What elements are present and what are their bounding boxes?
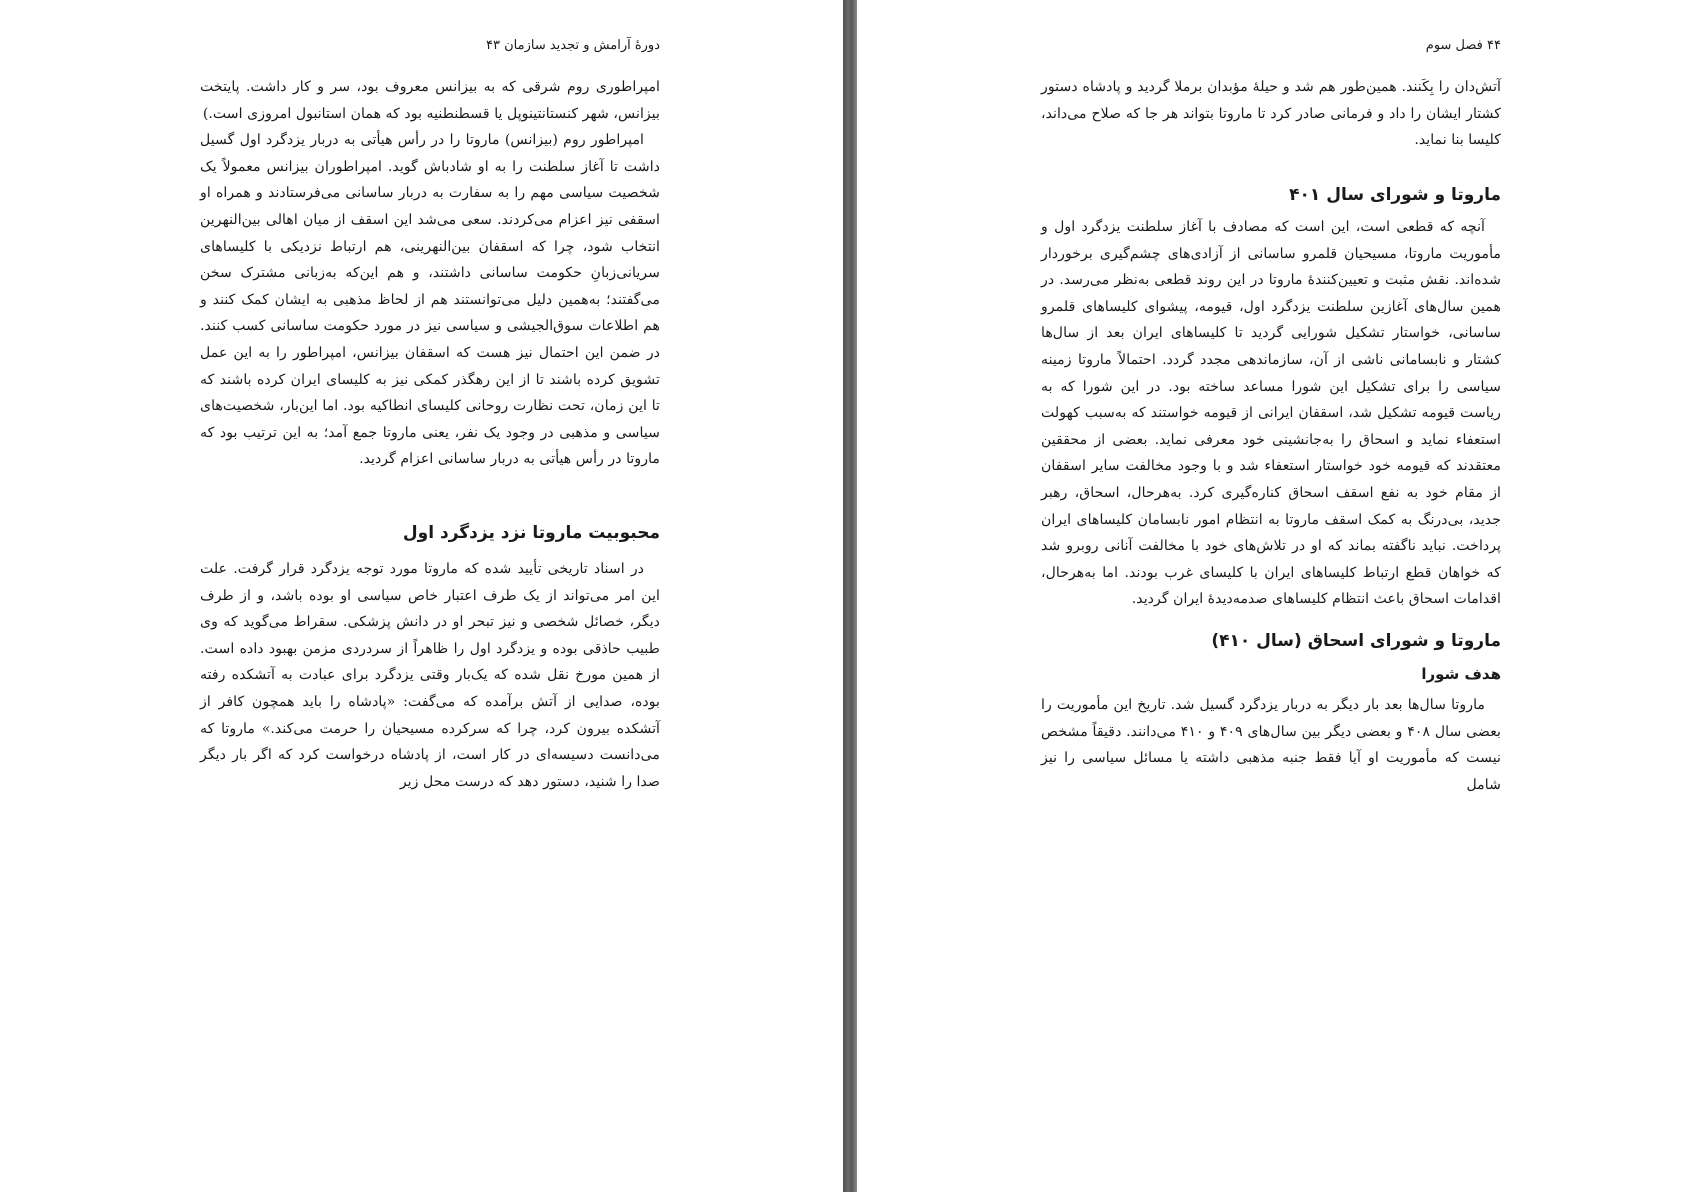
left-section-heading: محبوبیت ماروتا نزد یزدگرد اول: [402, 523, 660, 543]
right-paragraph-401: آنچه که قطعی است، این است که مصادف با آغاز سلطنت یزدگرد اول و مأموریت ماروتا، مسیحیان قلمرو ساسانی از آزادی‌های چشم‌گیری برخوردار شده‌اند. نقش مثبت و تعیین‌کنندهٔ ماروتا در این روند قطعی به‌نظر می‌رسد. در همین سال‌های آغازین سلطنت یزدگرد اول، قیومه، پیشوای کلیساهای قلمرو ساسانی، خواستار تشکیل شورایی گردید تا کلیساهای ایران بعد از سال‌ها کشتار و نابسامانی ناشی از آن، سازماندهی مجدد گردد. احتمالاً ماروتا زمینه سیاسی را برای تشکیل این شورا مساعد ساخته بود. در این شورا که به ریاست قیومه تشکیل شد، اسقفان ایرانی از قیومه خواستند که به‌سبب کهولت استعفاء نماید و اسحاق را به‌جانشینی خود معرفی نماید. بعضی از محققین معتقدند که قیومه خود خواستار استعفاء شد و با وجود مخالفت سایر اسقفان از مقام خود به نفع اسقف اسحاق کناره‌گیری کرد. به‌هرحال، اسحاق، رهبر جدید، بی‌درنگ به کمک اسقف ماروتا به انتظام امور نابسامان کلیساهای ایران پرداخت. نباید ناگفته بماند که او در تلاش‌های خود با مخالفت آنانی روبرو شد که خواهان قطع ارتباط کلیساهای ایران با کلیسای غرب بودند. اما به‌هرحال، اقدامات اسحاق باعث انتظام کلیساهای صدمه‌دیدهٔ ایران گردید.: [1041, 219, 1501, 608]
left-paragraph-3: در اسناد تاریخی تأیید شده که ماروتا مورد توجه یزدگرد قرار گرفت. علت این امر می‌تواند از یک طرف اعتبار خاص سیاسی او بوده باشد، و از طرف دیگر، خصائل شخصی و نیز تبحر او در دانش پزشکی. سقراط می‌گوید که وی طبیب حاذقی بوده و یزدگرد اول را ظاهراً از سردردی مزمن بهبود داده است. از همین مورخ نقل شده که یک‌بار وقتی یزدگرد برای عبادت به آتشکده رفته بوده، صدایی از آتش برآمده که می‌گفت: «پادشاه را باید همچون کافر از آتشکده بیرون کرد، چرا که سرکرده مسیحیان را حرمت می‌کند.» ماروتا که می‌دانست دسیسه‌ای در کار است، از پادشاه درخواست کرد که اگر بار دیگر صدا را شنید، دستور دهد که درست محل زیر: [200, 561, 660, 790]
right-paragraph-410: ماروتا سال‌ها بعد بار دیگر به دربار یزدگرد گسیل شد. تاریخ این مأموریت را بعضی سال ۴۰۸ و بعضی دیگر بین سال‌های ۴۰۹ و ۴۱۰ می‌دانند. دقیقاً مشخص نیست که مأموریت او آیا فقط جنبه مذهبی داشته یا مسائل سیاسی را نیز شامل: [1041, 697, 1502, 793]
left-body-bottom: [200, 520, 660, 795]
right-running-head: ۴۴ فصل سوم: [1425, 38, 1501, 53]
left-paragraph-1: امپراطوری روم شرقی که به بیزانس معروف بود، سر و کار داشت. پایتخت بیزانس، شهر کنستانتینوپل یا قسطنطنیه بود که همان استانبول امروزی است.): [200, 79, 660, 122]
right-body-intro: [1041, 74, 1501, 154]
heading-council-401: ماروتا و شورای سال ۴۰۱: [1289, 185, 1501, 205]
book-gutter: [843, 0, 857, 1192]
right-paragraph-intro: آتش‌دان را بِکَنند. همین‌طور هم شد و حیلهٔ مؤبدان برملا گردید و پادشاه دستور کشتار ایشان را داد و فرمانی صادر کرد تا ماروتا بتواند هر جا که صلاح می‌داند، کلیسا بنا نماید.: [1041, 79, 1501, 149]
left-body-top: [200, 74, 660, 473]
left-running-head: دورهٔ آرامش و تجدید سازمان ۴۳: [486, 38, 660, 53]
left-paragraph-2: امپراطور روم (بیزانس) ماروتا را در رأس هیأتی به دربار یزدگرد اول گسیل داشت تا آغاز سلطنت را به او شادباش گوید. امپراطوران بیزانس معمولاً یک شخصیت سیاسی مهم را به سفارت به دربار ساسانی می‌فرستادند و همراه او اسقفی نیز اعزام می‌کردند. سعی می‌شد این اسقف از میان اهالی بین‌النهرین انتخاب شود، چرا که اسقفان بین‌النهرینی، هم ارتباط نزدیکی با کلیساهای سریانی‌زبانِ حکومت ساسانی داشتند، و هم این‌که به‌زبانی مشترک سخن می‌گفتند؛ به‌همین دلیل می‌توانستند هم از لحاظ مذهبی به ایشان کمک کنند و هم اطلاعات سوق‌الجیشی و سیاسی نیز در مورد حکومت ساسانی کسب کنند. در ضمن این احتمال نیز هست که اسقفان بیزانس، امپراطور را به این عمل تشویق کرده باشند تا از این رهگذر کمکی نیز به کلیسای ایران کرده باشند که تا این زمان، تحت نظارت روحانی کلیسای انطاکیه بود. اما این‌بار، شخصیت‌های سیاسی و مذهبی در وجود یک نفر، یعنی ماروتا جمع آمد؛ به این ترتیب بود که ماروتا در رأس هیأتی به دربار ساسانی اعزام گردید.: [200, 132, 660, 468]
right-section-410: [1041, 628, 1501, 798]
right-section-401: [1041, 182, 1501, 613]
right-page: [857, 0, 1696, 1192]
heading-council-410: ماروتا و شورای اسحاق (سال ۴۱۰): [1211, 631, 1501, 651]
left-page: [0, 0, 843, 1192]
subheading-council-goal: هدف شورا: [1421, 665, 1501, 683]
